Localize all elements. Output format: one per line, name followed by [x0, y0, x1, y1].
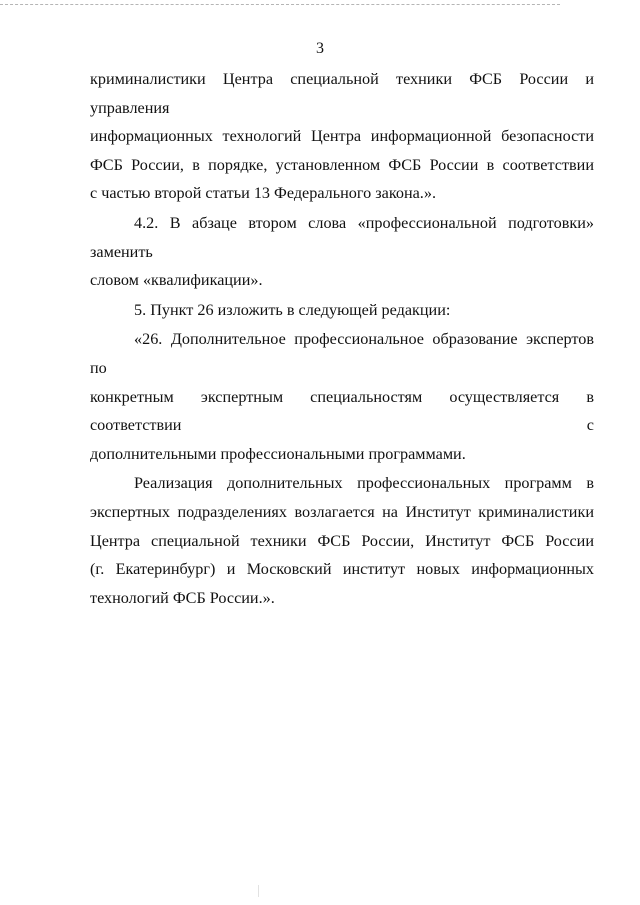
text-line: Реализация дополнительных профессиональных программ в: [134, 474, 594, 493]
paragraph-item-4-2: [90, 209, 594, 295]
text-line: словом «квалификации».: [90, 271, 263, 290]
text-line: технологий ФСБ России.».: [90, 588, 275, 607]
text-line: Центра специальной техники ФСБ России, Институт ФСБ России: [90, 531, 594, 550]
text-line: криминалистики Центра специальной техники ФСБ России и управления: [90, 70, 594, 117]
text-line: 4.2. В абзаце втором слова «профессиональной подготовки» заменить: [90, 213, 594, 261]
page-number: 3: [316, 40, 324, 57]
scan-top-edge-line: [0, 4, 560, 5]
text-line: информационных технологий Центра информационной безопасности: [90, 127, 594, 146]
paragraph-implementation: [90, 469, 594, 612]
text-line: 5. Пункт 26 изложить в следующей редакции:: [134, 300, 451, 319]
document-body: [90, 65, 594, 613]
paragraph-continuation: [90, 65, 594, 208]
scan-bottom-mark: [258, 885, 259, 897]
paragraph-item-26: [90, 325, 594, 468]
text-line: с частью второй статьи 13 Федерального закона.».: [90, 184, 436, 203]
text-line: «26. Дополнительное профессиональное образование экспертов по: [90, 330, 594, 377]
text-line: (г. Екатеринбург) и Московский институт новых информационных: [90, 560, 594, 579]
text-line: ФСБ России, в порядке, установленном ФСБ России в соответствии: [90, 155, 594, 174]
text-line: конкретным экспертным специальностям осуществляется в соответствии с: [90, 387, 594, 435]
text-line: дополнительными профессиональными программами.: [90, 444, 466, 463]
text-line: экспертных подразделениях возлагается на Институт криминалистики: [90, 502, 594, 521]
paragraph-item-5: [90, 296, 594, 325]
